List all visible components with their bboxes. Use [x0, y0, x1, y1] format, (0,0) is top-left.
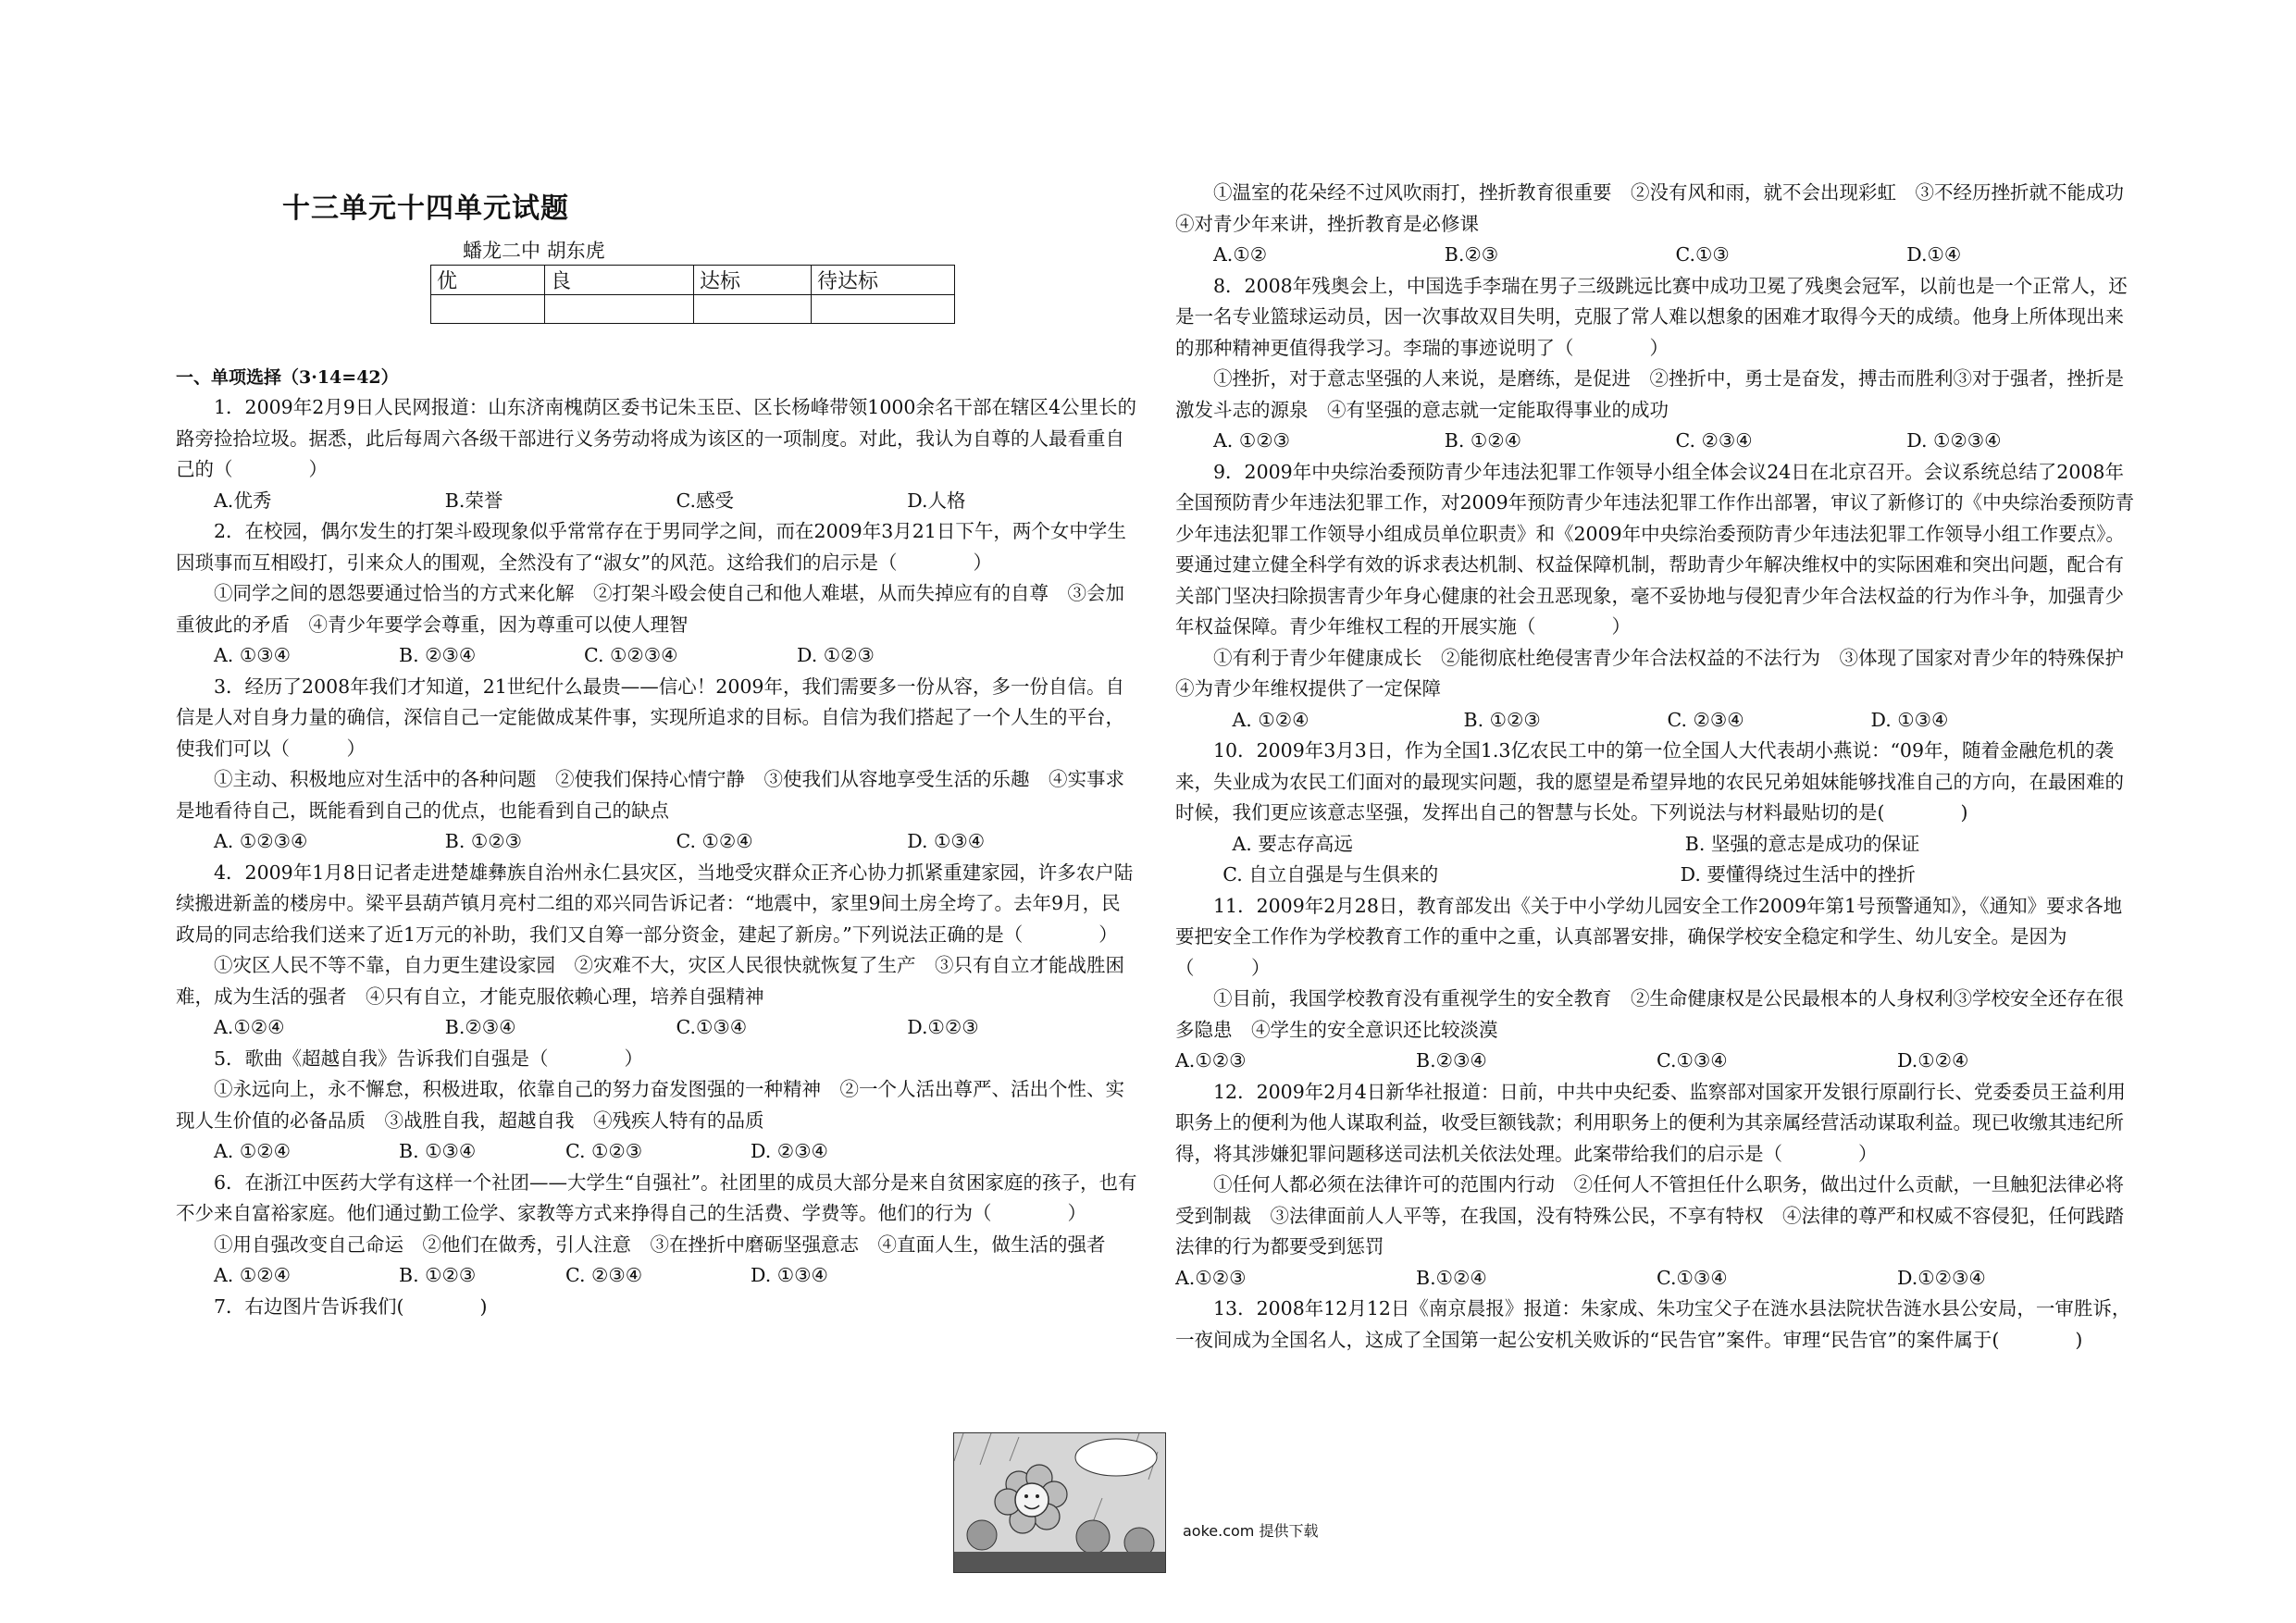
question-4: 4．2009年1月8日记者走进楚雄彝族自治州永仁县灾区，当地受灾群众正齐心协力抓紧重建家园，许多农户陆续搬进新盖的楼房中。梁平县葫芦镇月亮村二组的邓兴同告诉记者：“地震中，家里9间土房全垮了。去年9月，民政局的同志给我们送来了近1万元的补助，我们又自筹一部分资金，建起了新房。”下列说法正确的是（ ）: [176, 861, 1134, 946]
question-1: 1．2009年2月9日人民网报道：山东济南槐荫区委书记朱玉臣、区长杨峰带领1000余名干部在辖区4公里长的路旁捡拾垃圾。据悉，此后每周六各级干部进行义务劳动将成为该区的一项制度。对此，我认为自尊的人最看重自己的（ ）: [176, 396, 1137, 480]
question-7: 7．右边图片告诉我们( ): [214, 1295, 488, 1318]
question-6: 6．在浙江中医药大学有这样一个社团——大学生“自强社”。社团里的成员大部分是来自贫困家庭的孩子，也有不少来自富裕家庭。他们通过勤工俭学、家教等方式来挣得自己的生活费、学费等。他们的行为（ ）: [176, 1171, 1137, 1224]
grade-cell-excellent: 优: [431, 266, 545, 295]
items-6: ①用自强改变自己命运 ②他们在做秀，引人注意 ③在挫折中磨砺坚强意志 ④直面人生，做生活的强者: [214, 1233, 1106, 1256]
option: C. 自立自强是与生俱来的: [1222, 863, 1439, 886]
options-6: [176, 1260, 1138, 1292]
question-5: 5．歌曲《超越自我》告诉我们自强是（ ）: [214, 1047, 644, 1070]
options-3: [176, 826, 1138, 858]
option: D. 要懂得绕过生活中的挫折: [1680, 863, 1916, 886]
question-9: 9．2009年中央综治委预防青少年违法犯罪工作领导小组全体会议24日在北京召开。会议系统总结了2008年全国预防青少年违法犯罪工作，对2009年预防青少年违法犯罪工作作出部署，审议了新修订的《中央综治委预防青少年违法犯罪工作领导小组成员单位职责》和《2009年中央综治委预防青少年违法犯罪工作领导小组工作要点》。要通过建立健全科学有效的诉求表达机制、权益保障机制，帮助青少年解决维权中的实际困难和突出问题，配合有关部门坚决扫除损害青少年身心健康的社会丑恶现象，毫不妥协地与侵犯青少年合法权益的行为作斗争，加强青少年权益保障。青少年维权工程的开展实施（ ）: [1175, 460, 2135, 638]
options-11: [1175, 1046, 2138, 1077]
option: A.①②③: [1175, 1049, 1247, 1072]
option: B.①②④: [1416, 1266, 1487, 1289]
question-13: 13．2008年12月12日《南京晨报》报道：朱家成、朱功宝父子在涟水县法院状告涟水县公安局，一审胜诉，一夜间成为全国名人，这成了全国第一起公安机关败诉的“民告官”案件。审理“民告官”的案件属于( ): [1175, 1297, 2131, 1351]
option: C. ②③④: [565, 1264, 643, 1286]
options-9: [1175, 705, 2138, 737]
options-2: [176, 640, 1138, 672]
author-line: 蟠龙二中 胡东虎: [463, 240, 605, 262]
option: B. 坚强的意志是成功的保证: [1684, 832, 1920, 855]
option: B. ①②③: [444, 830, 522, 852]
option: C. ②③④: [1667, 708, 1744, 731]
option: C.①③④: [1657, 1049, 1728, 1072]
options-10-row2: [1175, 860, 2138, 891]
option: D. ①③④: [907, 830, 986, 852]
option: B.荣誉: [444, 489, 503, 512]
option: A. ①②③④: [214, 830, 308, 852]
option: A. ①③④: [214, 644, 291, 666]
options-8: [1175, 426, 2138, 457]
option: D.①②③④: [1897, 1266, 1986, 1289]
option: D. ①②③④: [1906, 429, 2002, 452]
items-3: ①主动、积极地应对生活中的各种问题 ②使我们保持心情宁静 ③使我们从容地享受生活的乐趣 ④实事求是地看待自己，既能看到自己的优点，也能看到自己的缺点: [176, 768, 1124, 822]
question-flow-right: [1175, 178, 2143, 1356]
option: B.②③④: [1416, 1049, 1487, 1072]
option: A.①②④: [214, 1016, 285, 1038]
items-7: ①温室的花朵经不过风吹雨打，挫折教育很重要 ②没有风和雨，就不会出现彩虹 ③不经历挫折就不能成功 ④对青少年来讲，挫折教育是必修课: [1175, 181, 2143, 235]
image-caption: aoke.com 提供下载: [1183, 1522, 1319, 1540]
option: C. ①②③④: [584, 644, 678, 666]
option: C.①③④: [676, 1016, 748, 1038]
grade-cell-empty: [694, 295, 812, 324]
question-2: 2．在校园，偶尔发生的打架斗殴现象似乎常常存在于男同学之间，而在2009年3月21日下午，两个女中学生因琐事而互相殴打，引来众人的围观，全然没有了“淑女”的风范。这给我们的启示是（ ）: [176, 520, 1126, 574]
grade-cell-empty: [431, 295, 545, 324]
options-12: [1175, 1263, 2138, 1295]
option: B. ①②③: [1463, 708, 1541, 731]
option: D. ②③④: [751, 1140, 828, 1162]
items-4: ①灾区人民不等不靠，自力更生建设家园 ②灾难不大，灾区人民很快就恢复了生产 ③只有自立才能战胜困难，成为生活的强者 ④只有自立，才能克服依赖心理，培养自强精神: [176, 954, 1124, 1008]
option: A.①②: [1213, 243, 1268, 266]
grade-cell-good: 良: [545, 266, 694, 295]
options-7: [1175, 240, 2138, 271]
cartoon-image: [953, 1432, 1166, 1573]
items-9: ①有利于青少年健康成长 ②能彻底杜绝侵害青少年合法权益的不法行为 ③体现了国家对青少年的特殊保护 ④为青少年维权提供了一定保障: [1175, 646, 2143, 700]
option: A. ①②④: [1232, 708, 1309, 731]
items-12: ①任何人都必须在法律许可的范围内行动 ②任何人不管担任什么职务，做出过什么贡献，一旦触犯法律必将受到制裁 ③法律面前人人平等，在我国，没有特殊公民，不享有特权 ④法律的尊严和权威不容侵犯，任何践踏法律的行为都要受到惩罚: [1175, 1173, 2124, 1258]
option: B. ①②④: [1444, 429, 1521, 452]
question-8: 8．2008年残奥会上，中国选手李瑞在男子三级跳远比赛中成功卫冕了残奥会冠军，以前也是一个正常人，还是一名专业篮球运动员，因一次事故双目失明，克服了常人难以想象的困难才取得今天的成绩。他身上所体现出来的那种精神更值得我学习。李瑞的事迹说明了（ ）: [1175, 274, 2128, 359]
option: D.①④: [1906, 243, 1962, 266]
question-flow-left: [176, 392, 1138, 1322]
option: C.①③④: [1657, 1266, 1728, 1289]
option: A. ①②③: [1213, 429, 1290, 452]
option: A.优秀: [214, 489, 272, 512]
option: C.①③: [1675, 243, 1730, 266]
option: A. 要志存高远: [1232, 832, 1353, 855]
option: A. ①②④: [214, 1140, 291, 1162]
items-8: ①挫折，对于意志坚强的人来说，是磨练，是促进 ②挫折中，勇士是奋发，搏击而胜利③对于强者，挫折是激发斗志的源泉 ④有坚强的意志就一定能取得事业的成功: [1175, 367, 2124, 421]
grade-cell-empty: [545, 295, 694, 324]
options-4: [176, 1012, 1138, 1044]
option: D. ①②③: [797, 644, 875, 666]
items-2: ①同学之间的恩怨要通过恰当的方式来化解 ②打架斗殴会使自己和他人难堪，从而失掉应有的自尊 ③会加重彼此的矛盾 ④青少年要学会尊重，因为尊重可以使人理智: [176, 582, 1124, 636]
option: C. ①②④: [676, 830, 753, 852]
option: B. ①②③: [399, 1264, 477, 1286]
option: B.②③④: [444, 1016, 516, 1038]
options-5: [176, 1136, 1138, 1168]
options-10-row1: [1175, 829, 2138, 861]
option: D. ①③④: [751, 1264, 828, 1286]
option: A. ①②④: [214, 1264, 291, 1286]
question-11: 11．2009年2月28日，教育部发出《关于中小学幼儿园安全工作2009年第1号预警通知》，《通知》要求各地要把安全工作作为学校教育工作的重中之重，认真部署安排，确保学校安全稳定和学生、幼儿安全。是因为（ ）: [1175, 894, 2123, 979]
option: D. ①③④: [1870, 708, 1949, 731]
option: C.感受: [676, 489, 734, 512]
question-10: 10．2009年3月3日，作为全国1.3亿农民工中的第一位全国人大代表胡小燕说：“09年，随着金融危机的袭来，失业成为农民工们面对的最现实问题，我的愿望是希望异地的农民兄弟姐妹能够找准自己的方向，在最困难的时候，我们更应该意志坚强，发挥出自己的智慧与长处。下列说法与材料最贴切的是( ): [1175, 739, 2124, 824]
grade-cell-pending: 待达标: [812, 266, 955, 295]
option: D.①②③: [907, 1016, 979, 1038]
items-5: ①永远向上，永不懈怠，积极进取，依靠自己的努力奋发图强的一种精神 ②一个人活出尊严、活出个性、实现人生价值的必备品质 ③战胜自我，超越自我 ④残疾人特有的品质: [176, 1078, 1124, 1132]
grade-table: [430, 265, 955, 324]
section-title: 一、单项选择（3·14=42）: [176, 367, 399, 388]
grade-cell-pass: 达标: [694, 266, 812, 295]
option: C. ②③④: [1675, 429, 1753, 452]
option: D.①②④: [1897, 1049, 1969, 1072]
grade-cell-empty: [812, 295, 955, 324]
flower-cartoon-icon: [954, 1433, 1165, 1572]
option: D.人格: [907, 489, 966, 512]
option: B. ②③④: [399, 644, 477, 666]
option: B. ①③④: [399, 1140, 477, 1162]
option: B.②③: [1444, 243, 1499, 266]
question-3: 3．经历了2008年我们才知道，21世纪什么最贵——信心！2009年，我们需要多一份从容，多一份自信。自信是人对自身力量的确信，深信自己一定能做成某件事，实现所追求的目标。自信为我们搭起了一个人生的平台，使我们可以（ ）: [176, 675, 1124, 760]
question-12: 12．2009年2月4日新华社报道：日前，中共中央纪委、监察部对国家开发银行原副行长、党委委员王益利用职务上的便利为他人谋取利益，收受巨额钱款；利用职务上的便利为其亲属经营活动谋取利益。现已收缴其违纪所得，将其涉嫌犯罪问题移送司法机关依法处理。此案带给我们的启示是（ ）: [1175, 1080, 2126, 1165]
page-title: 十三单元十四单元试题: [282, 192, 569, 225]
option: A.①②③: [1175, 1266, 1247, 1289]
option: C. ①②③: [565, 1140, 643, 1162]
items-11: ①目前，我国学校教育没有重视学生的安全教育 ②生命健康权是公民最根本的人身权利③学校安全还存在很多隐患 ④学生的安全意识还比较淡漠: [1175, 987, 2124, 1041]
options-1: [176, 486, 1138, 517]
